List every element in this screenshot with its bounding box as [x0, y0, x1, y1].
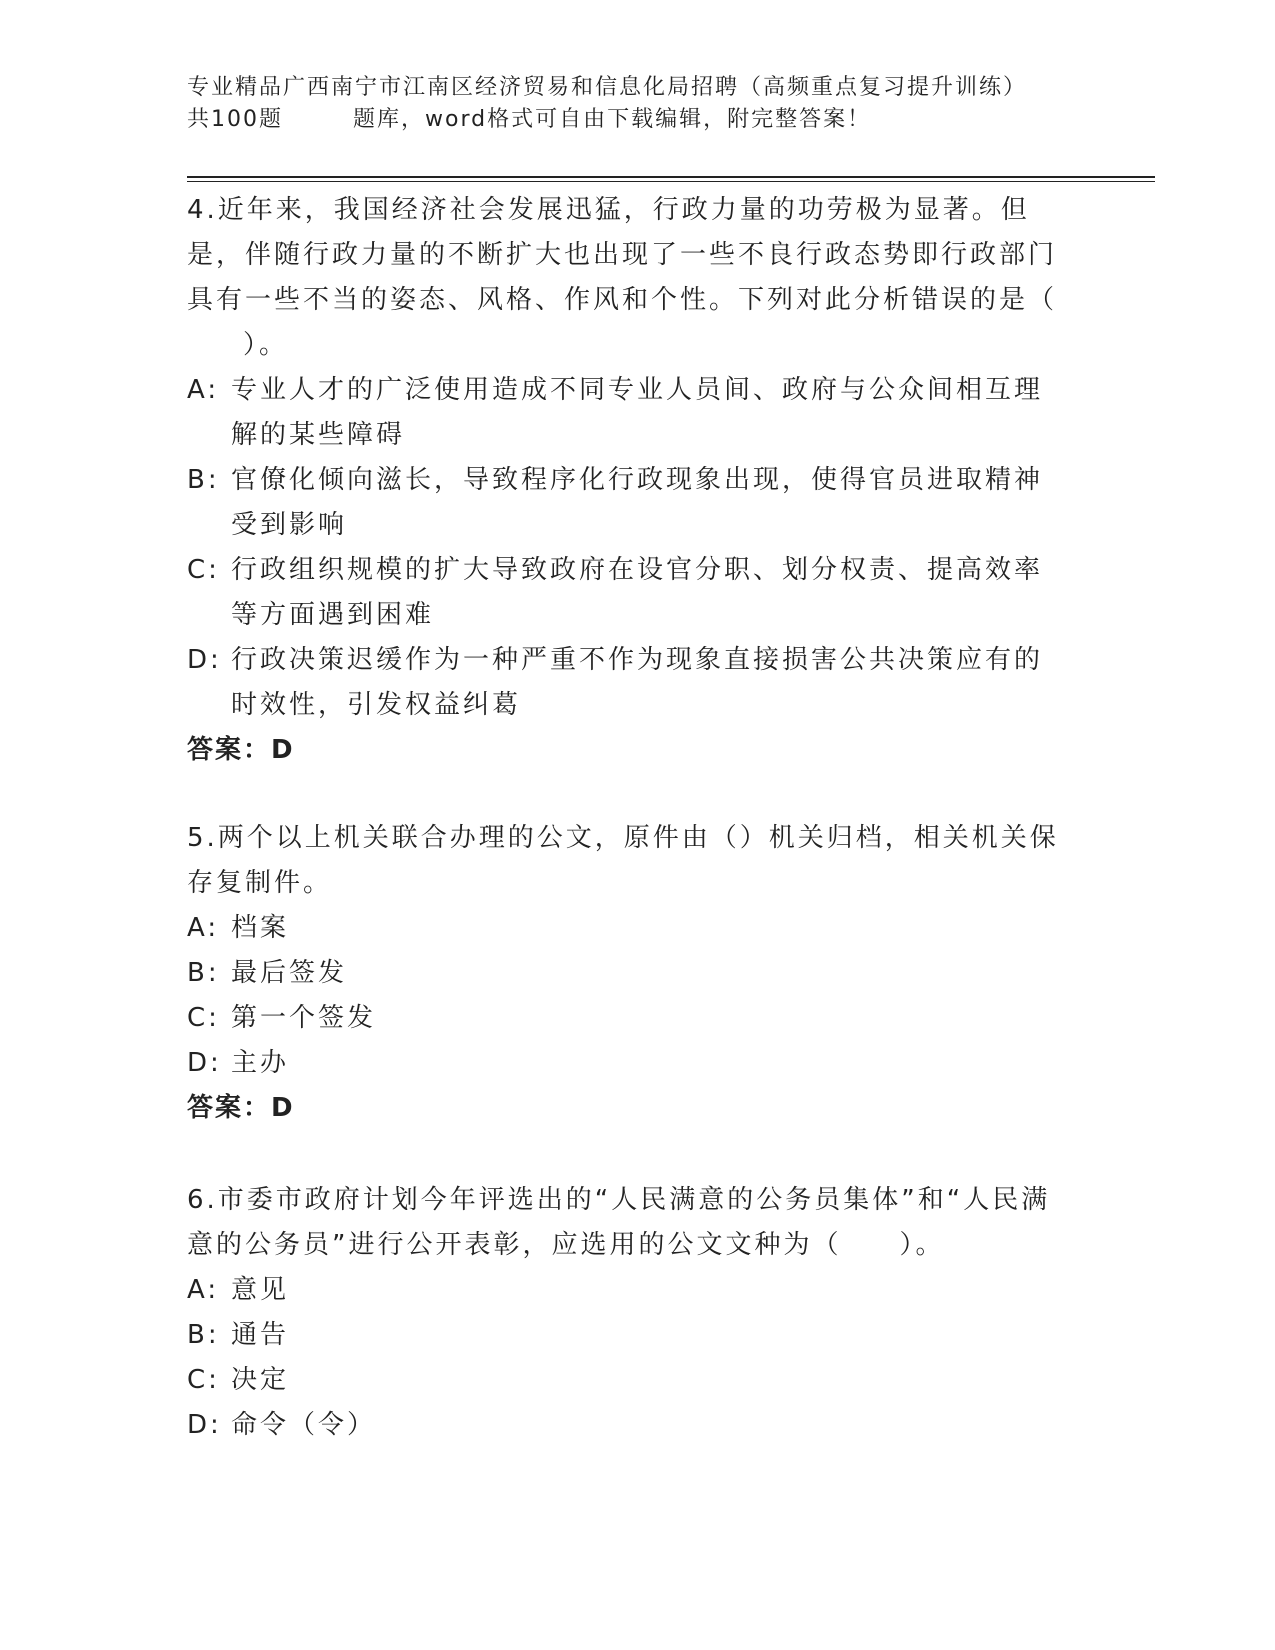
- option-d: D: 行政决策迟缓作为一种严重不作为现象直接损害公共决策应有的时效性，引发权益纠葛: [187, 645, 1044, 720]
- option-b: B: 最后签发: [187, 958, 348, 988]
- header-subtitle: [187, 104, 1087, 136]
- option-a: A: 意见: [187, 1275, 290, 1305]
- answer: 答案：D: [187, 1093, 295, 1123]
- option-a: A: 专业人才的广泛使用造成不同专业人员间、政府与公众间相互理解的某些障碍: [187, 375, 1044, 450]
- question-5: [187, 816, 1067, 1131]
- question-stem: 6.市委市政府计划今年评选出的“人民满意的公务员集体”和“人民满意的公务员”进行公开表彰，应选用的公文文种为（ ）。: [187, 1185, 1051, 1260]
- question-stem: 4.近年来，我国经济社会发展迅猛，行政力量的功劳极为显著。但是，伴随行政力量的不断扩大也出现了一些不良行政态势即行政部门具有一些不当的姿态、风格、作风和个性。下列对此分析错误的是（ ）。: [187, 188, 1067, 368]
- question-count: 共100题: [187, 107, 283, 132]
- option-d: D: 命令（令）: [187, 1410, 377, 1440]
- header-title: 专业精品广西南宁市江南区经济贸易和信息化局招聘（高频重点复习提升训练）: [187, 75, 1028, 100]
- option-c: C: 行政组织规模的扩大导致政府在设官分职、划分权责、提高效率等方面遇到困难: [187, 555, 1044, 630]
- option-a: A: 档案: [187, 913, 290, 943]
- question-stem: 5.两个以上机关联合办理的公文，原件由（）机关归档，相关机关保存复制件。: [187, 823, 1059, 898]
- header-rule-thin: [187, 181, 1155, 182]
- header-note: 题库，word格式可自由下载编辑，附完整答案！: [353, 107, 872, 132]
- option-c: C: 第一个签发: [187, 1003, 377, 1033]
- option-b: B: 通告: [187, 1320, 290, 1350]
- question-4: [187, 188, 1067, 773]
- option-d: D: 主办: [187, 1048, 290, 1078]
- answer: 答案：D: [187, 735, 295, 765]
- header-rule: [187, 176, 1155, 178]
- question-stem-end: ）。: [243, 330, 289, 360]
- question-6: [187, 1178, 1067, 1448]
- option-c: C: 决定: [187, 1365, 290, 1395]
- document-header: [187, 72, 1087, 136]
- option-b: B: 官僚化倾向滋长，导致程序化行政现象出现，使得官员进取精神受到影响: [187, 465, 1044, 540]
